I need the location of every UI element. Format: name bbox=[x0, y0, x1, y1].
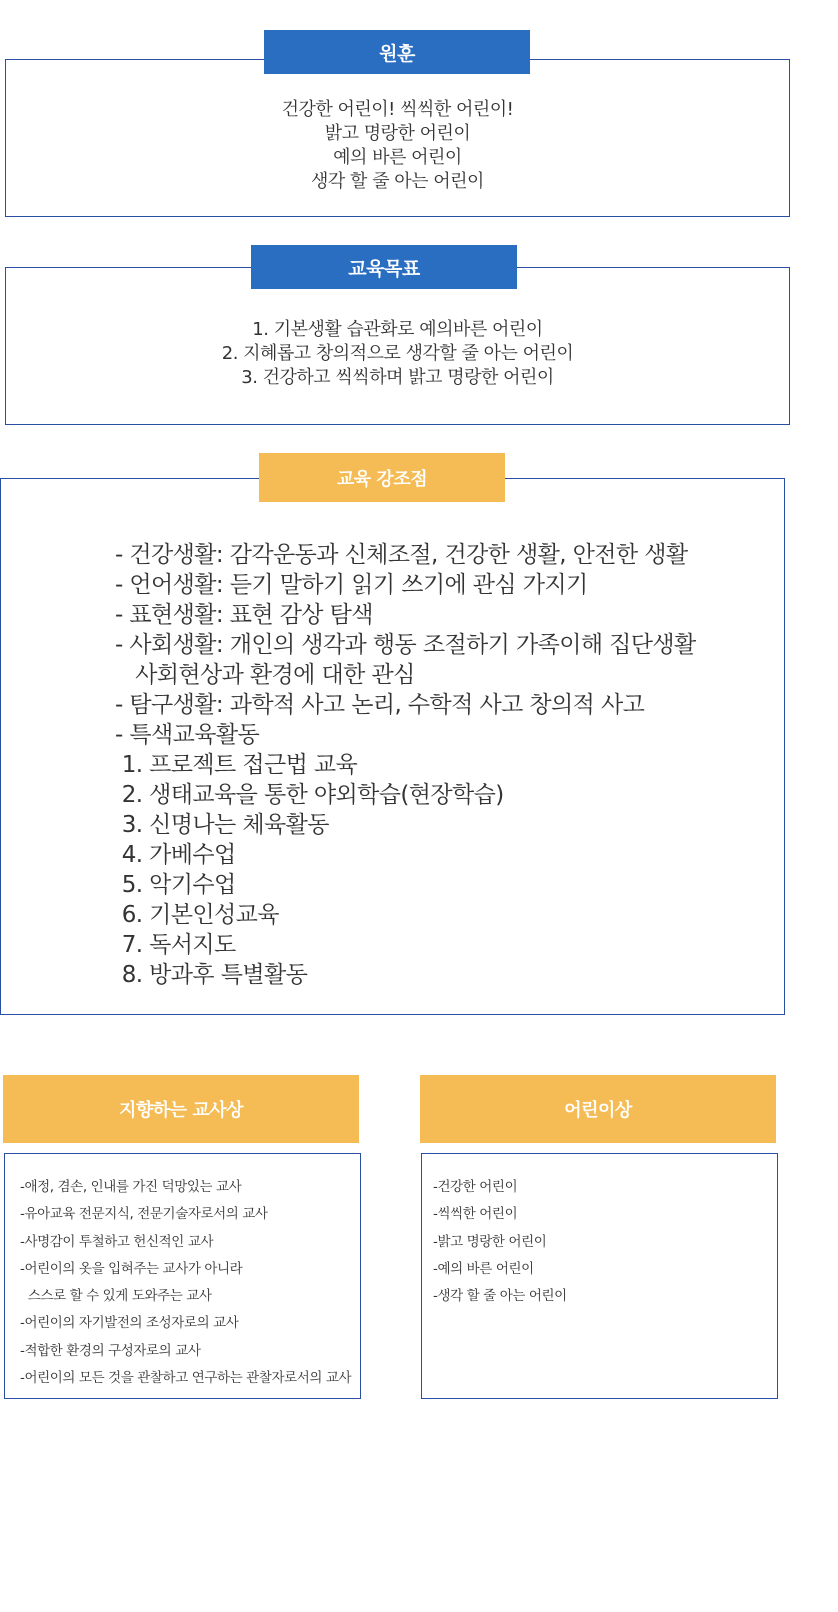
teacher-title: 지향하는 교사상 bbox=[3, 1075, 359, 1143]
emphasis-line: 8. 방과후 특별활동 bbox=[115, 962, 308, 988]
goal-line: 1. 기본생활 습관화로 예의바른 어린이 bbox=[252, 319, 543, 340]
motto-lines bbox=[6, 98, 789, 194]
emphasis-line: 3. 신명나는 체육활동 bbox=[115, 812, 329, 838]
motto-line: 밝고 명랑한 어린이 bbox=[324, 123, 471, 144]
motto-title: 원훈 bbox=[264, 30, 530, 74]
teacher-item: -어린이의 모든 것을 관찰하고 연구하는 관찰자로서의 교사 bbox=[20, 1370, 352, 1387]
child-list bbox=[433, 1174, 567, 1310]
motto-line: 예의 바른 어린이 bbox=[333, 147, 462, 168]
teacher-box bbox=[4, 1153, 361, 1399]
goals-box bbox=[5, 267, 790, 425]
teacher-item: -애정, 겸손, 인내를 가진 덕망있는 교사 bbox=[20, 1179, 242, 1195]
emphasis-lines bbox=[115, 540, 696, 990]
teacher-item: -적합한 환경의 구성자로의 교사 bbox=[20, 1342, 201, 1359]
emphasis-line: - 표현생활: 표현 감상 탐색 bbox=[115, 602, 373, 628]
goals-lines bbox=[6, 318, 789, 390]
teacher-item: 스스로 할 수 있게 도와주는 교사 bbox=[20, 1288, 212, 1305]
child-item: -밝고 명랑한 어린이 bbox=[433, 1233, 547, 1250]
emphasis-line: 6. 기본인성교육 bbox=[115, 902, 279, 928]
goal-line: 3. 건강하고 씩씩하며 밝고 명랑한 어린이 bbox=[241, 367, 554, 388]
teacher-list bbox=[20, 1174, 351, 1392]
motto-line: 생각 할 줄 아는 어린이 bbox=[311, 171, 484, 192]
emphasis-title: 교육 강조점 bbox=[259, 453, 505, 502]
child-item: -씩씩한 어린이 bbox=[433, 1206, 518, 1223]
emphasis-line: - 언어생활: 듣기 말하기 읽기 쓰기에 관심 가지기 bbox=[115, 572, 588, 598]
child-item: -건강한 어린이 bbox=[433, 1179, 518, 1195]
emphasis-line: 4. 가베수업 bbox=[115, 842, 236, 868]
motto-box bbox=[5, 59, 790, 217]
child-item: -예의 바른 어린이 bbox=[433, 1260, 534, 1277]
emphasis-line: 2. 생태교육을 통한 야외학습(현장학습) bbox=[115, 782, 504, 808]
emphasis-line: 7. 독서지도 bbox=[115, 932, 236, 958]
goals-title: 교육목표 bbox=[251, 245, 517, 289]
motto-line: 건강한 어린이! 씩씩한 어린이! bbox=[281, 99, 514, 120]
emphasis-line: 1. 프로젝트 접근법 교육 bbox=[115, 752, 358, 778]
emphasis-line: - 사회생활: 개인의 생각과 행동 조절하기 가족이해 집단생활 bbox=[115, 632, 696, 658]
emphasis-line: 5. 악기수업 bbox=[115, 872, 236, 898]
child-item: -생각 할 줄 아는 어린이 bbox=[433, 1288, 567, 1305]
teacher-item: -어린이의 자기발전의 조성자로의 교사 bbox=[20, 1315, 239, 1332]
teacher-item: -유아교육 전문지식, 전문기술자로서의 교사 bbox=[20, 1206, 268, 1223]
emphasis-line: - 건강생활: 감각운동과 신체조절, 건강한 생활, 안전한 생활 bbox=[115, 542, 688, 568]
emphasis-line: - 특색교육활동 bbox=[115, 722, 260, 748]
emphasis-line: - 탐구생활: 과학적 사고 논리, 수학적 사고 창의적 사고 bbox=[115, 692, 645, 718]
goal-line: 2. 지혜롭고 창의적으로 생각할 줄 아는 어린이 bbox=[221, 343, 574, 364]
child-box bbox=[421, 1153, 778, 1399]
emphasis-line: 사회현상과 환경에 대한 관심 bbox=[115, 662, 415, 688]
teacher-item: -사명감이 투철하고 헌신적인 교사 bbox=[20, 1233, 214, 1250]
child-title: 어린이상 bbox=[420, 1075, 776, 1143]
teacher-item: -어린이의 옷을 입혀주는 교사가 아니라 bbox=[20, 1260, 243, 1277]
